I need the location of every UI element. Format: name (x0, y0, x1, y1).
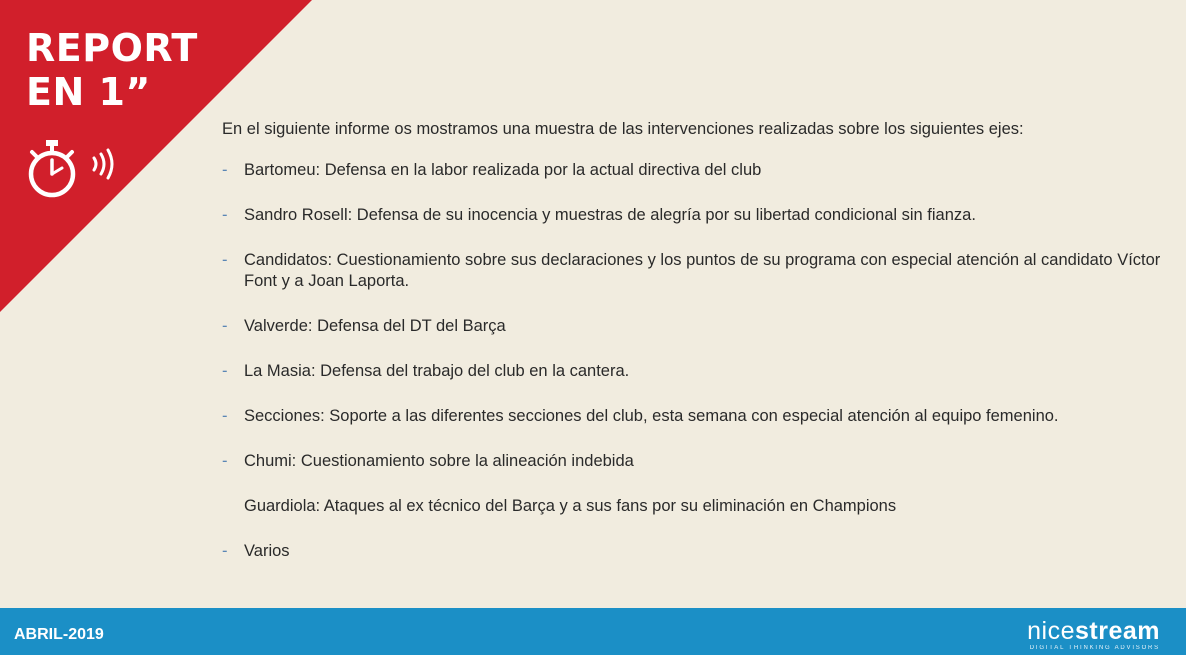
list-dash: - (222, 161, 228, 179)
brand-name-part2: stream (1075, 617, 1160, 645)
report-date: ABRIL-2019 (14, 626, 104, 643)
badge-title-line2: EN 1” (26, 70, 151, 114)
report-content (222, 119, 1162, 586)
list-dash: - (222, 362, 228, 380)
list-dash: - (222, 542, 228, 560)
list-item-text: Valverde: Defensa del DT del Barça (244, 317, 506, 335)
list-item-text: Secciones: Soporte a las diferentes secciones del club, esta semana con especial atención al equipo femenino. (244, 407, 1059, 425)
list-item-text: Varios (244, 542, 290, 560)
list-item-text: Guardiola: Ataques al ex técnico del Barça y a sus fans por su eliminación en Champions (244, 497, 897, 515)
list-item (222, 205, 1162, 226)
list-item (222, 496, 1162, 517)
badge-title-line1: REPORT (26, 26, 198, 70)
list-item-text: La Masia: Defensa del trabajo del club en la cantera. (244, 362, 630, 380)
brand-name (1027, 618, 1160, 644)
list-item (222, 160, 1162, 181)
topics-list (222, 160, 1162, 562)
list-item-text: Candidatos: Cuestionamiento sobre sus declaraciones y los puntos de su programa con especial atención al candidato Víctor Font y a Joan Laporta. (244, 251, 1161, 290)
brand-logo (1027, 618, 1160, 651)
list-dash: - (222, 452, 228, 470)
list-item-text: Bartomeu: Defensa en la labor realizada por la actual directiva del club (244, 161, 762, 179)
list-item (222, 451, 1162, 472)
footer-bar (0, 608, 1186, 655)
list-item (222, 316, 1162, 337)
brand-tagline: DIGITAL THINKING ADVISORS (1029, 645, 1160, 651)
list-dash: - (222, 317, 228, 335)
list-item-text: Chumi: Cuestionamiento sobre la alineación indebida (244, 452, 634, 470)
list-item (222, 541, 1162, 562)
badge-title (26, 26, 198, 114)
list-item (222, 406, 1162, 427)
brand-name-part1: nice (1027, 617, 1075, 645)
list-dash: - (222, 206, 228, 224)
intro-text: En el siguiente informe os mostramos una muestra de las intervenciones realizadas sobre los siguientes ejes: (222, 120, 1024, 138)
list-item (222, 250, 1162, 292)
list-item (222, 361, 1162, 382)
list-dash: - (222, 251, 228, 269)
list-item-text: Sandro Rosell: Defensa de su inocencia y muestras de alegría por su libertad condicional sin fianza. (244, 206, 976, 224)
stopwatch-icon (24, 138, 124, 205)
list-dash: - (222, 407, 228, 425)
